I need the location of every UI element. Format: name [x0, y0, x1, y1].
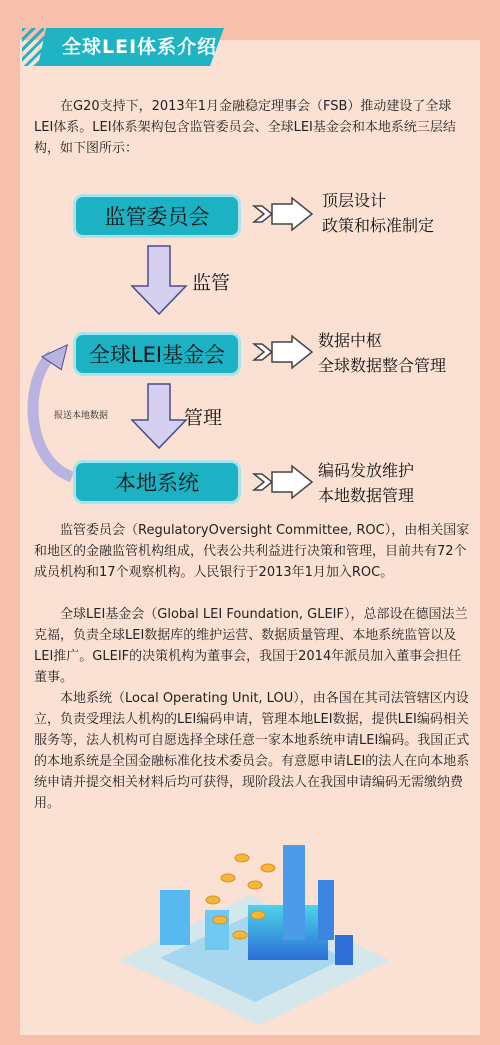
- box-regulatory-committee: 监管委员会: [76, 197, 238, 235]
- arrow-label-supervise: 监管: [192, 272, 231, 294]
- box-local-system: 本地系统: [76, 463, 238, 501]
- note3-line1: 编码发放维护: [318, 461, 415, 480]
- building-icon: [335, 935, 353, 965]
- note1-line1: 顶层设计: [322, 191, 387, 210]
- feedback-label: 报送本地数据: [54, 411, 109, 421]
- building-icon: [283, 845, 305, 940]
- paragraph-roc: 监管委员会（RegulatoryOversight Committee, ROC），由相关国家和地区的金融监管机构组成，代表公共利益进行决策和管理，目前共有72个成员机构和17个观察机构。人民银行于2013年1月加入ROC。: [34, 523, 470, 580]
- server-icon: [160, 890, 190, 945]
- note2-line1: 数据中枢: [318, 331, 383, 350]
- intro-paragraph: 在G20支持下，2013年1月金融稳定理事会（FSB）推动建设了全球LEI体系。LEI体系架构包含监管委员会、全球LEI基金会和本地系统三层结构，如下图所示：: [34, 99, 456, 156]
- section-title: 全球LEI体系介绍: [62, 36, 218, 58]
- building-icon: [318, 880, 334, 940]
- paragraph-gleif: 全球LEI基金会（Global LEI Foundation, GLEIF），总部设在德国法兰克福，负责全球LEI数据库的维护运营、数据质量管理、本地系统监管以及LEI推广。GLEIF的决策机构为董事会，我国于2014年派员加入董事会担任董事。: [34, 607, 468, 685]
- paragraph-lou: 本地系统（Local Operating Unit, LOU），由各国在其司法管辖区内设立，负责受理法人机构的LEI编码申请，管理本地LEI数据，提供LEI编码相关服务等，法人机构可自愿选择全球任意一家本地系统申请LEI编码。我国正式的本地系统是全国金融标准化技术委员会。有意愿申请LEI的法人在向本地系统申请并提交相关材料后均可获得，现阶段法人在我国申请编码无需缴纳费用。: [34, 691, 470, 811]
- box-gleif: 全球LEI基金会: [76, 335, 238, 373]
- note3-line2: 本地数据管理: [318, 486, 415, 505]
- note2-line2: 全球数据整合管理: [318, 356, 447, 375]
- note1-line2: 政策和标准制定: [322, 216, 435, 235]
- arrow-label-manage: 管理: [184, 407, 223, 429]
